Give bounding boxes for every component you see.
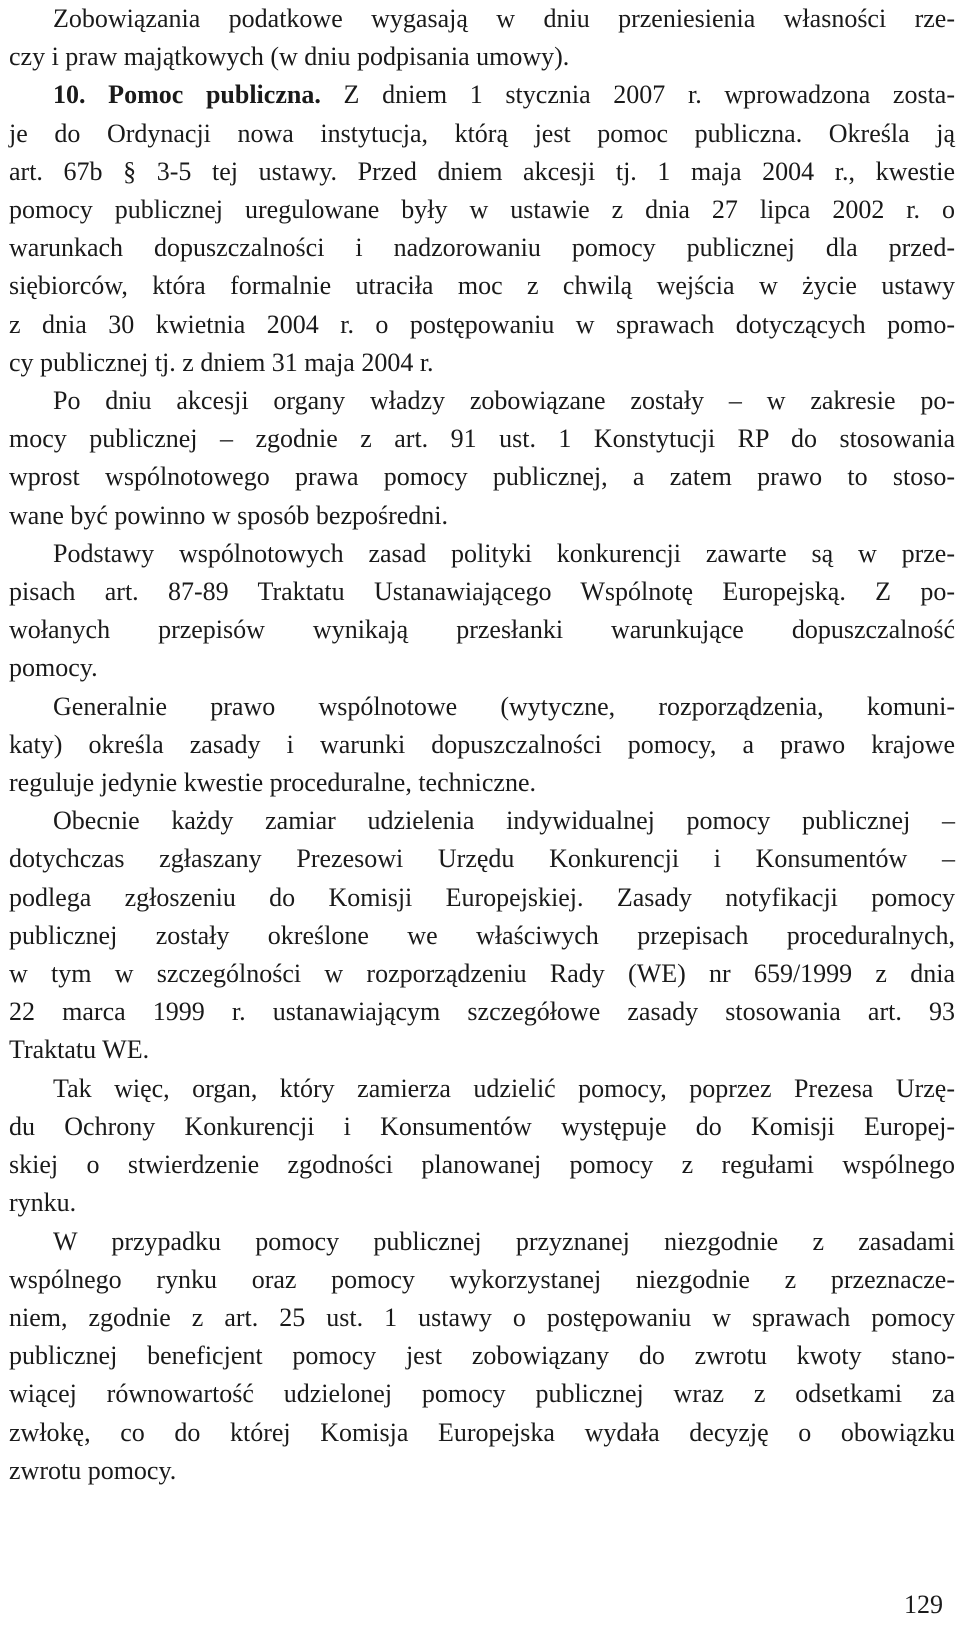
text-segment: podlega zgłoszeniu do Komisji Europejskiej. Zasady notyfikacji pomocy <box>9 882 955 912</box>
text-line <box>9 382 955 420</box>
text-segment: wiącej równowartość udzielonej pomocy publicznej wraz z odsetkami za <box>9 1379 955 1409</box>
document-page <box>9 0 955 1638</box>
text-segment: reguluje jedynie kwestie proceduralne, techniczne. <box>9 768 536 798</box>
text-segment: Zobowiązania podatkowe wygasają w dniu przeniesienia własności rze- <box>53 4 955 33</box>
text-line <box>9 1223 955 1261</box>
text-line <box>9 229 955 267</box>
text-segment: wspólnego rynku oraz pomocy wykorzystanej niezgodnie z przeznacze- <box>9 1264 955 1294</box>
text-segment: mocy publicznej – zgodnie z art. 91 ust. 1 Konstytucji RP do stosowania <box>9 424 955 454</box>
text-line <box>9 535 955 573</box>
text-line <box>9 458 955 496</box>
text-segment: pomocy. <box>9 653 98 683</box>
text-segment: skiej o stwierdzenie zgodności planowanej pomocy z regułami wspólnego <box>9 1150 955 1180</box>
text-segment: warunkach dopuszczalności i nadzorowaniu pomocy publicznej dla przed- <box>9 233 955 263</box>
text-segment: Generalnie prawo wspólnotowe (wytyczne, rozporządzenia, komuni- <box>53 691 955 721</box>
text-segment: zwrotu pomocy. <box>9 1455 177 1485</box>
text-line <box>9 1184 955 1222</box>
text-line <box>9 726 955 764</box>
text-segment: Traktatu WE. <box>9 1035 150 1065</box>
text-line <box>9 38 955 76</box>
text-line <box>9 611 955 649</box>
section-heading: 10. Pomoc publiczna. <box>53 80 321 110</box>
text-line <box>9 420 955 458</box>
text-line <box>9 191 955 229</box>
text-line <box>9 344 955 382</box>
text-line <box>9 306 955 344</box>
text-segment: Podstawy wspólnotowych zasad polityki konkurencji zawarte są w prze- <box>53 538 955 568</box>
text-line <box>9 1261 955 1299</box>
text-line <box>9 1375 955 1413</box>
text-line <box>9 840 955 878</box>
text-segment: czy i praw majątkowych (w dniu podpisania umowy). <box>9 42 570 72</box>
text-line <box>9 1299 955 1337</box>
text-segment: zwłokę, co do której Komisja Europejska wydała decyzję o obowiązku <box>9 1417 955 1447</box>
text-line <box>9 955 955 993</box>
text-segment: Obecnie każdy zamiar udzielenia indywidualnej pomocy publicznej – <box>53 806 955 836</box>
text-segment: wprost wspólnotowego prawa pomocy publicznej, a zatem prawo to stoso- <box>9 462 955 492</box>
text-segment: Z dniem 1 stycznia 2007 r. wprowadzona zosta- <box>320 80 955 110</box>
text-line <box>9 1337 955 1375</box>
text-line <box>9 1146 955 1184</box>
text-segment: Tak więc, organ, który zamierza udzielić pomocy, poprzez Prezesa Urzę- <box>53 1073 955 1103</box>
text-segment: 22 marca 1999 r. ustanawiającym szczegółowe zasady stosowania art. 93 <box>9 997 955 1027</box>
page-number: 129 <box>904 1590 943 1619</box>
text-segment: wołanych przepisów wynikają przesłanki warunkujące dopuszczalność <box>9 615 955 645</box>
text-line <box>9 573 955 611</box>
text-line <box>9 115 955 153</box>
text-line <box>9 993 955 1031</box>
text-segment: siębiorców, która formalnie utraciła moc z chwilą wejścia w życie ustawy <box>9 271 955 301</box>
text-segment: cy publicznej tj. z dniem 31 maja 2004 r. <box>9 347 434 377</box>
text-line <box>9 649 955 687</box>
text-segment: publicznej zostały określone we właściwych przepisach proceduralnych, <box>9 920 955 950</box>
text-segment: z dnia 30 kwietnia 2004 r. o postępowaniu w sprawach dotyczących pomo- <box>9 309 955 339</box>
text-segment: je do Ordynacji nowa instytucja, którą jest pomoc publiczna. Określa ją <box>9 118 955 148</box>
text-segment: publicznej beneficjent pomocy jest zobowiązany do zwrotu kwoty stano- <box>9 1341 955 1371</box>
text-segment: niem, zgodnie z art. 25 ust. 1 ustawy o postępowaniu w sprawach pomocy <box>9 1302 955 1332</box>
text-line <box>9 688 955 726</box>
text-line <box>9 1031 955 1069</box>
text-segment: rynku. <box>9 1188 77 1218</box>
text-line <box>9 1414 955 1452</box>
text-segment: art. 67b § 3-5 tej ustawy. Przed dniem akcesji tj. 1 maja 2004 r., kwestie <box>9 156 955 186</box>
text-segment: wane być powinno w sposób bezpośredni. <box>9 500 449 530</box>
text-line <box>9 879 955 917</box>
text-segment: W przypadku pomocy publicznej przyznanej niezgodnie z zasadami <box>53 1226 955 1256</box>
text-line <box>9 917 955 955</box>
text-segment: dotychczas zgłaszany Prezesowi Urzędu Konkurencji i Konsumentów – <box>9 844 955 874</box>
text-line <box>9 0 955 38</box>
text-line <box>9 1108 955 1146</box>
body-text <box>9 0 955 1490</box>
text-line <box>9 76 955 114</box>
text-line <box>9 764 955 802</box>
text-segment: Po dniu akcesji organy władzy zobowiązane zostały – w zakresie po- <box>53 386 955 416</box>
text-line <box>9 1070 955 1108</box>
text-segment: pomocy publicznej uregulowane były w ustawie z dnia 27 lipca 2002 r. o <box>9 195 955 225</box>
text-line <box>9 802 955 840</box>
text-line <box>9 497 955 535</box>
text-segment: w tym w szczególności w rozporządzeniu Rady (WE) nr 659/1999 z dnia <box>9 959 955 989</box>
text-line <box>9 267 955 305</box>
text-segment: katy) określa zasady i warunki dopuszczalności pomocy, a prawo krajowe <box>9 729 955 759</box>
text-line <box>9 153 955 191</box>
text-line <box>9 1452 955 1490</box>
text-segment: pisach art. 87-89 Traktatu Ustanawiającego Wspólnotę Europejską. Z po- <box>9 577 955 607</box>
text-segment: du Ochrony Konkurencji i Konsumentów występuje do Komisji Europej- <box>9 1111 955 1141</box>
